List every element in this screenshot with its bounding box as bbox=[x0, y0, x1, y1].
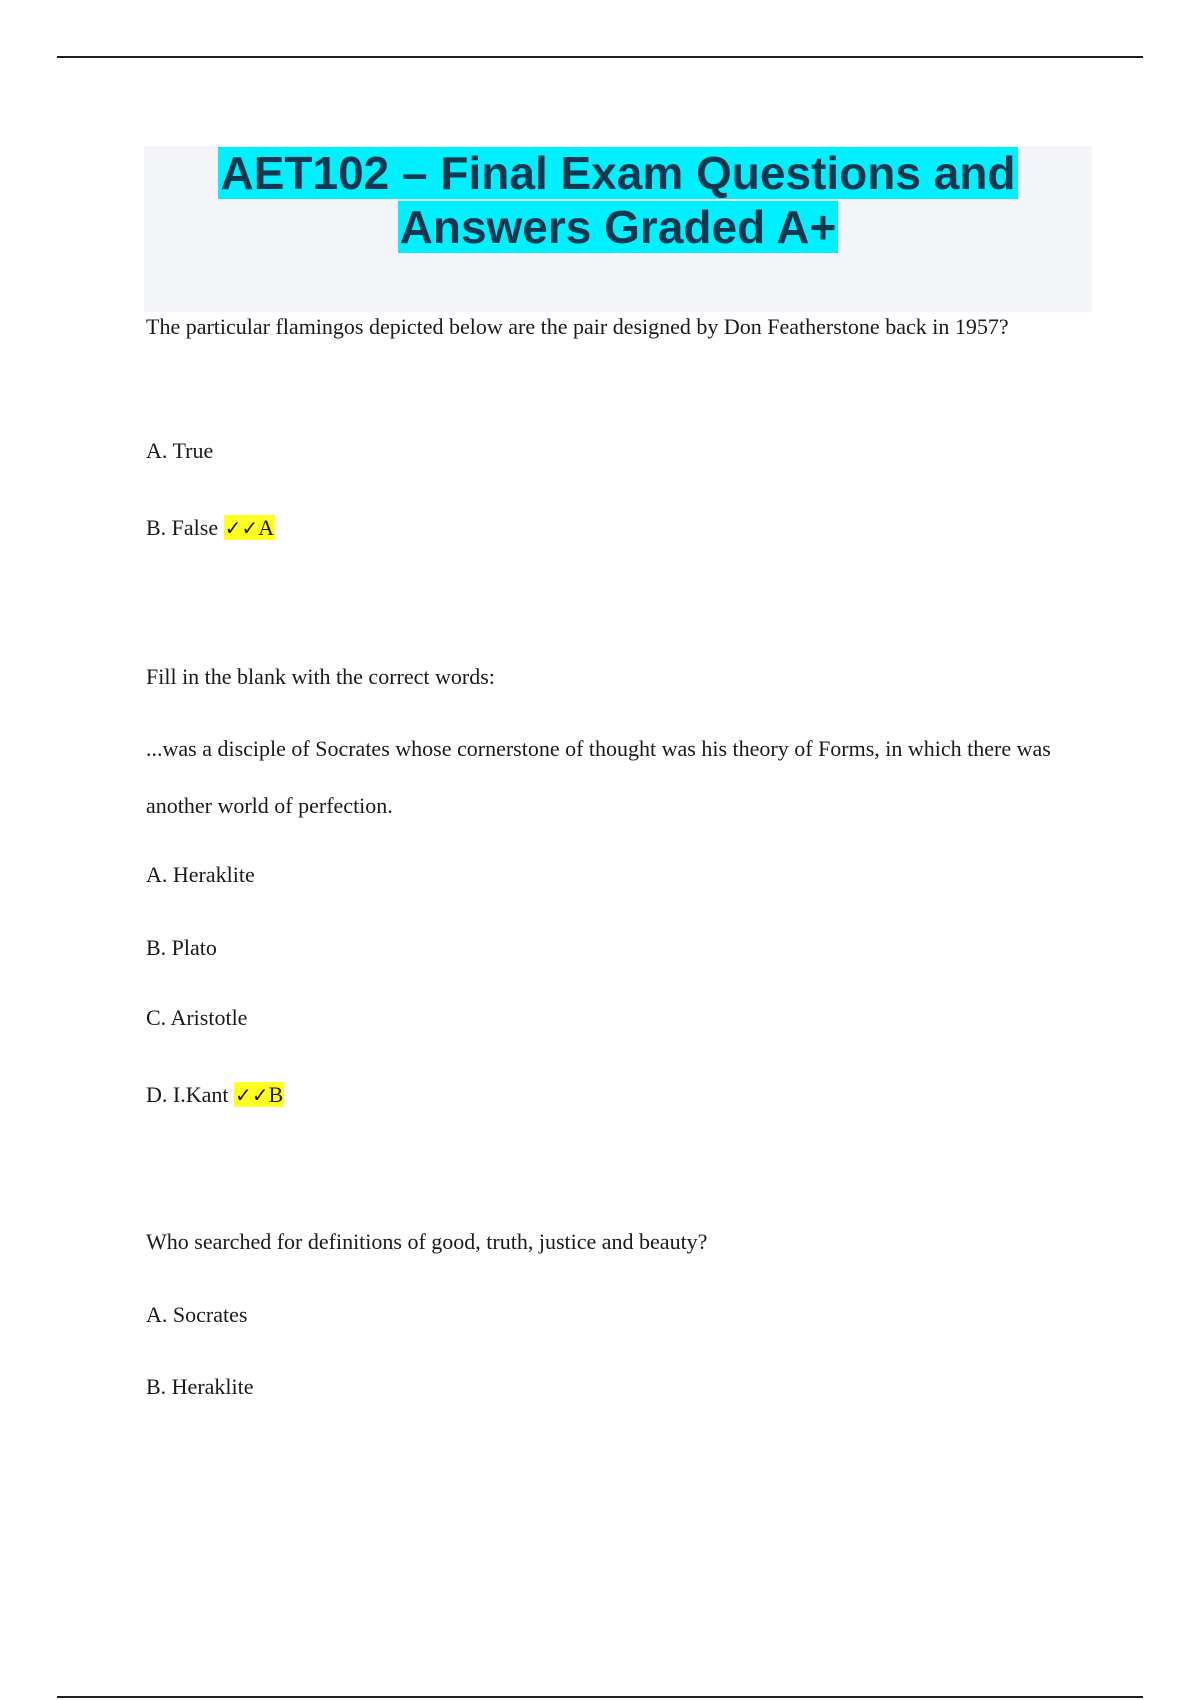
title-line-2: Answers Graded A+ bbox=[399, 201, 837, 253]
question-3-prompt: Who searched for definitions of good, truth, justice and beauty? bbox=[146, 1229, 708, 1254]
question-2-instruction: Fill in the blank with the correct words: bbox=[146, 664, 495, 689]
question-2-prompt: ...was a disciple of Socrates whose cornerstone of thought was his theory of Forms, in which there was another world of perfection. bbox=[146, 736, 1051, 818]
question-2-option-c: C. Aristotle bbox=[146, 1005, 248, 1030]
question-3-option-a: A. Socrates bbox=[146, 1302, 248, 1327]
question-1-prompt: The particular flamingos depicted below are the pair designed by Don Featherstone back in 1957? bbox=[146, 314, 1009, 339]
question-1-answer-letter: A bbox=[258, 515, 275, 540]
question-2-answer bbox=[234, 1082, 284, 1107]
question-1-option-b bbox=[146, 515, 275, 541]
question-1-option-b-label: B. False bbox=[146, 515, 219, 540]
question-1-answer bbox=[224, 515, 275, 540]
header-rule bbox=[57, 56, 1143, 58]
question-2-option-a: A. Heraklite bbox=[146, 862, 255, 887]
question-2-option-d-label: D. I.Kant bbox=[146, 1082, 229, 1107]
question-2-answer-letter: B bbox=[268, 1082, 284, 1107]
title-line-1: AET102 – Final Exam Questions and bbox=[220, 147, 1016, 199]
footer-rule bbox=[57, 1696, 1143, 1698]
document-title bbox=[144, 146, 1092, 254]
question-2-option-b: B. Plato bbox=[146, 935, 217, 960]
question-2-option-d bbox=[146, 1082, 284, 1108]
question-3-option-b: B. Heraklite bbox=[146, 1374, 254, 1399]
checkmark-icon: ✓✓ bbox=[234, 1083, 269, 1107]
question-1-option-a: A. True bbox=[146, 438, 214, 463]
checkmark-icon: ✓✓ bbox=[224, 516, 259, 540]
